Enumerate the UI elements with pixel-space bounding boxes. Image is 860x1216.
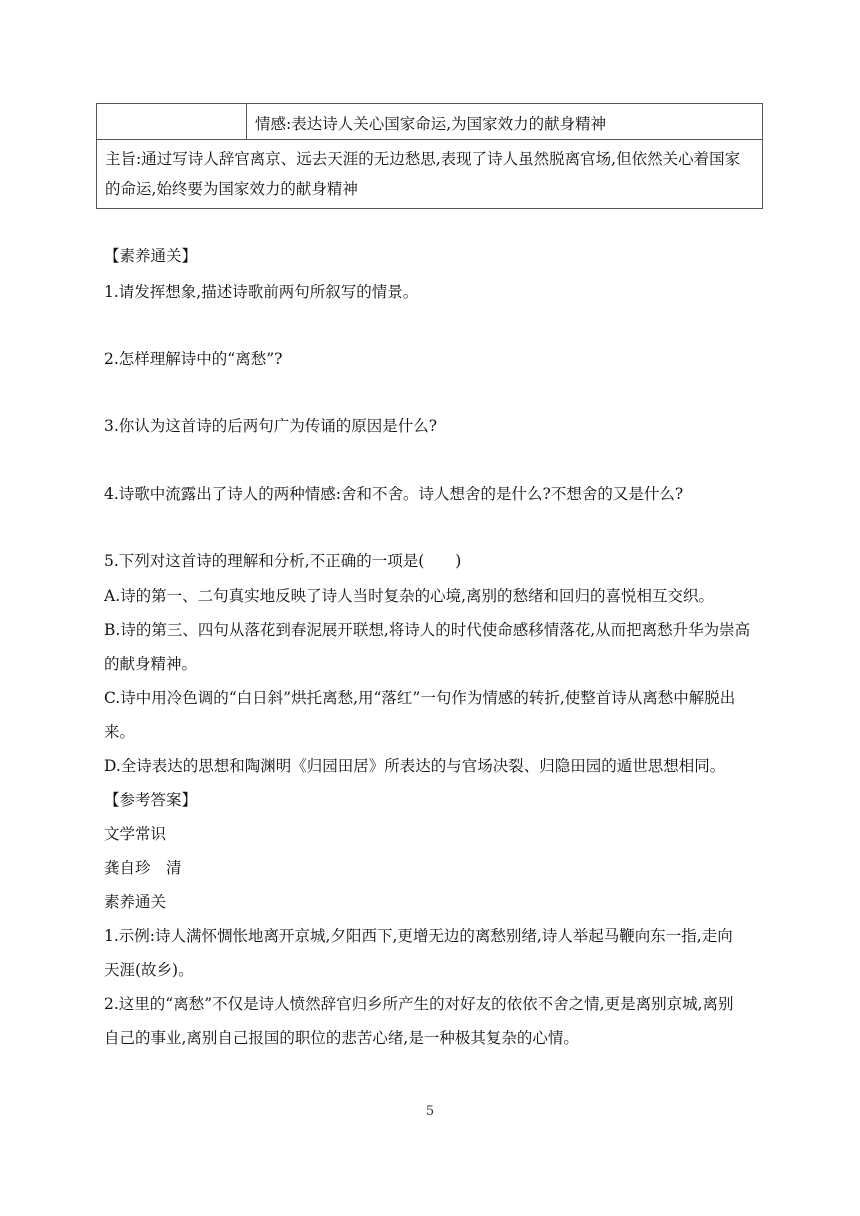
question-2: 2.怎样理解诗中的“离愁”? bbox=[104, 350, 283, 368]
answer-1-line-2: 天涯(故乡)。 bbox=[104, 961, 194, 979]
table-cell-empty bbox=[97, 104, 247, 139]
page-number: 5 bbox=[425, 1104, 435, 1119]
option-d: D.全诗表达的思想和陶渊明《归园田居》所表达的与官场决裂、归隐田园的遁世思想相同。 bbox=[104, 757, 726, 775]
answer-literary-common: 文学常识 bbox=[104, 825, 167, 843]
answer-author: 龚自珍 清 bbox=[104, 859, 182, 877]
question-5: 5.下列对这首诗的理解和分析,不正确的一项是( ) bbox=[104, 552, 462, 570]
answer-2-line-1: 2.这里的“离愁”不仅是诗人愤然辞官归乡所产生的对好友的依依不舍之情,更是离别京城,离别 bbox=[104, 995, 734, 1013]
answers-heading: 【参考答案】 bbox=[104, 791, 198, 809]
question-4: 4.诗歌中流露出了诗人的两种情感:舍和不舍。诗人想舍的是什么?不想舍的又是什么? bbox=[104, 485, 684, 503]
option-c-line-1: C.诗中用冷色调的“白日斜”烘托离愁,用“落红”一句作为情感的转折,使整首诗从离愁中解脱出 bbox=[104, 689, 736, 707]
option-b-line-2: 的献身精神。 bbox=[104, 655, 198, 673]
emotion-cell: 情感:表达诗人关心国家命运,为国家效力的献身精神 bbox=[255, 115, 607, 133]
answer-2-line-2: 自己的事业,离别自己报国的职位的悲苦心绪,是一种极其复杂的心情。 bbox=[104, 1029, 579, 1047]
option-c-line-2: 来。 bbox=[104, 723, 136, 741]
summary-table bbox=[96, 103, 763, 209]
section-heading: 【素养通关】 bbox=[104, 247, 198, 265]
option-b-line-1: B.诗的第三、四句从落花到春泥展开联想,将诗人的时代使命感移情落花,从而把离愁升华为崇高 bbox=[104, 621, 751, 639]
question-3: 3.你认为这首诗的后两句广为传诵的原因是什么? bbox=[104, 417, 438, 435]
answer-1-line-1: 1.示例:诗人满怀惆怅地离开京城,夕阳西下,更增无边的离愁别绪,诗人举起马鞭向东一指,走向 bbox=[104, 927, 733, 945]
table-row bbox=[97, 104, 762, 140]
option-a: A.诗的第一、二句真实地反映了诗人当时复杂的心境,离别的愁绪和回归的喜悦相互交织。 bbox=[104, 587, 715, 605]
theme-cell: 主旨:通过写诗人辞官离京、远去天涯的无边愁思,表现了诗人虽然脱离官场,但依然关心着国家的命运,始终要为国家效力的献身精神 bbox=[105, 150, 741, 198]
answer-literacy-heading: 素养通关 bbox=[104, 893, 167, 911]
question-1: 1.请发挥想象,描述诗歌前两句所叙写的情景。 bbox=[104, 283, 419, 301]
